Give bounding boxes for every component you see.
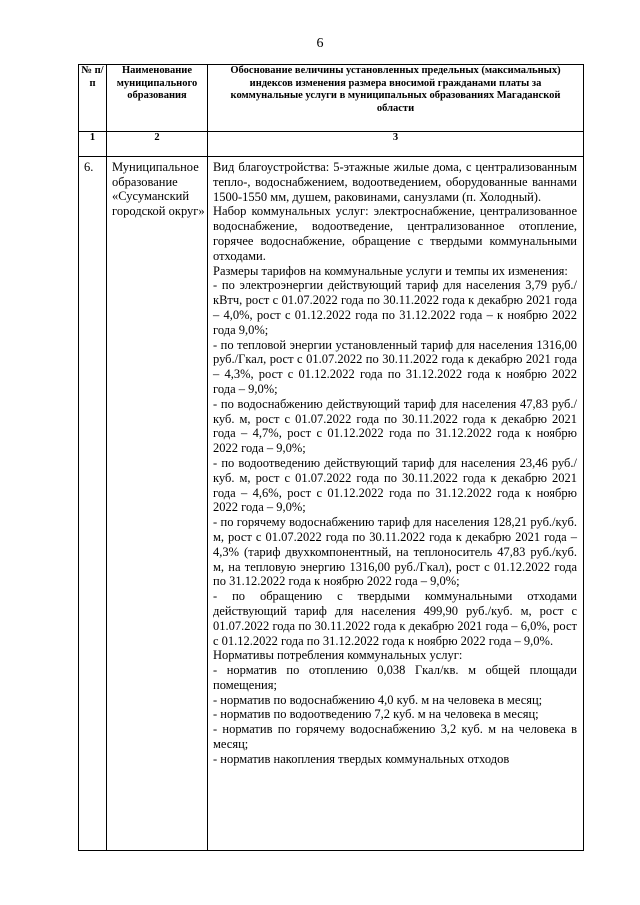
paragraph-drainage-tariff: - по водоотведению действующий тариф для населения 23,46 руб./куб. м, рост с 01.07.2022 года по 30.11.2022 года к декабрю 2021 года – 4,6%, рост с 01.12.2022 года по 31.12.2022 года к ноябрю 2022 года – 9,0%; [213,455,577,515]
paragraph-norms-heading: Нормативы потребления коммунальных услуг: [213,648,463,663]
paragraph-hot-water-tariff: - по горячему водоснабжению тариф для населения 128,21 руб./куб. м, рост с 01.07.2022 года по 30.11.2022 года к декабрю 2021 года – 4,3% (тариф двухкомпонентный, на теплоноситель 47,83 руб./куб. м, на тепловую энергию 1316,00 руб./Гкал), рост с 01.12.2022 года по 31.12.2022 года к ноябрю 2022 года – 9,0%; [213,515,577,589]
column-number-3: 3 [208,132,584,157]
table-row [79,157,584,851]
row-number: 6. [79,157,107,851]
tariff-table [78,64,584,851]
column-number-2: 2 [107,132,208,157]
paragraph-waste-norm: - норматив накопления твердых коммунальных отходов [213,751,510,766]
page-number: 6 [316,36,324,51]
paragraph-water-supply-norm: - норматив по водоснабжению 4,0 куб. м на человека в месяц; [213,692,543,707]
header-number: № п/п [79,65,107,132]
paragraph-tariffs-heading: Размеры тарифов на коммунальные услуги и темпы их изменения: [213,263,568,278]
paragraph-drainage-norm: - норматив по водоотведению 7,2 куб. м на человека в месяц; [213,707,539,722]
paragraph-waste-tariff: - по обращению с твердыми коммунальными отходами действующий тариф для населения 499,90 руб./куб. м, рост с 01.07.2022 года по 30.11.2022 года к декабрю 2021 года – 6,0%, рост с 01.12.2022 года по 31.12.2022 года к ноябрю 2022 года – 9,0%. [213,589,577,648]
column-number-1: 1 [79,132,107,157]
paragraph-heat-tariff: - по тепловой энергии установленный тариф для населения 1316,00 руб./Гкал, рост с 01.07.2022 по 30.11.2022 года к декабрю 2021 года – 4,3%, рост с 01.12.2022 года по 31.12.2022 года к ноябрю 2022 года – 9,0%; [213,337,577,396]
header-municipality: Наименование муниципального образования [107,65,208,132]
municipality-name: Муниципальное образование «Сусуманский городской округ» [107,157,208,851]
paragraph-hot-water-norm: - норматив по горячему водоснабжению 3,2 куб. м на человека в месяц; [213,722,577,752]
paragraph-electricity-tariff: - по электроэнергии действующий тариф для населения 3,79 руб./кВтч, рост с 01.07.2022 года по 30.11.2022 года к декабрю 2021 года – 4,0%, рост с 01.12.2022 года по 31.12.2022 года – к ноябрю 2022 года 9,0%; [213,278,577,337]
paragraph-heating-norm: - норматив по отоплению 0,038 Гкал/кв. м общей площади помещения; [213,663,577,692]
paragraph-services-set: Набор коммунальных услуг: электроснабжение, централизованное водоснабжение, водоотведение, централизованное отопление, горячее водоснабжение, обращение с твердыми коммунальными отходами. [213,204,577,263]
paragraph-improvement-type: Вид благоустройства: 5-этажные жилые дома, с централизованным тепло-, водоснабжением, водоотведением, оборудованные ваннами 1500-1550 мм, душем, раковинами, санузлами (п. Холодный). [213,160,577,204]
paragraph-water-supply-tariff: - по водоснабжению действующий тариф для населения 47,83 руб./куб. м, рост с 01.07.2022 года по 30.11.2022 года к декабрю 2021 года – 4,7%, рост с 01.12.2022 года по 31.12.2022 года к ноябрю 2022 года – 9,0%; [213,396,577,456]
justification-content [208,157,584,851]
header-justification: Обоснование величины установленных предельных (максимальных) индексов изменения размера вносимой гражданами платы за коммунальные услуги в муниципальных образованиях Магаданской области [208,65,584,132]
table-header-row [79,65,584,132]
column-numbers-row [79,132,584,157]
